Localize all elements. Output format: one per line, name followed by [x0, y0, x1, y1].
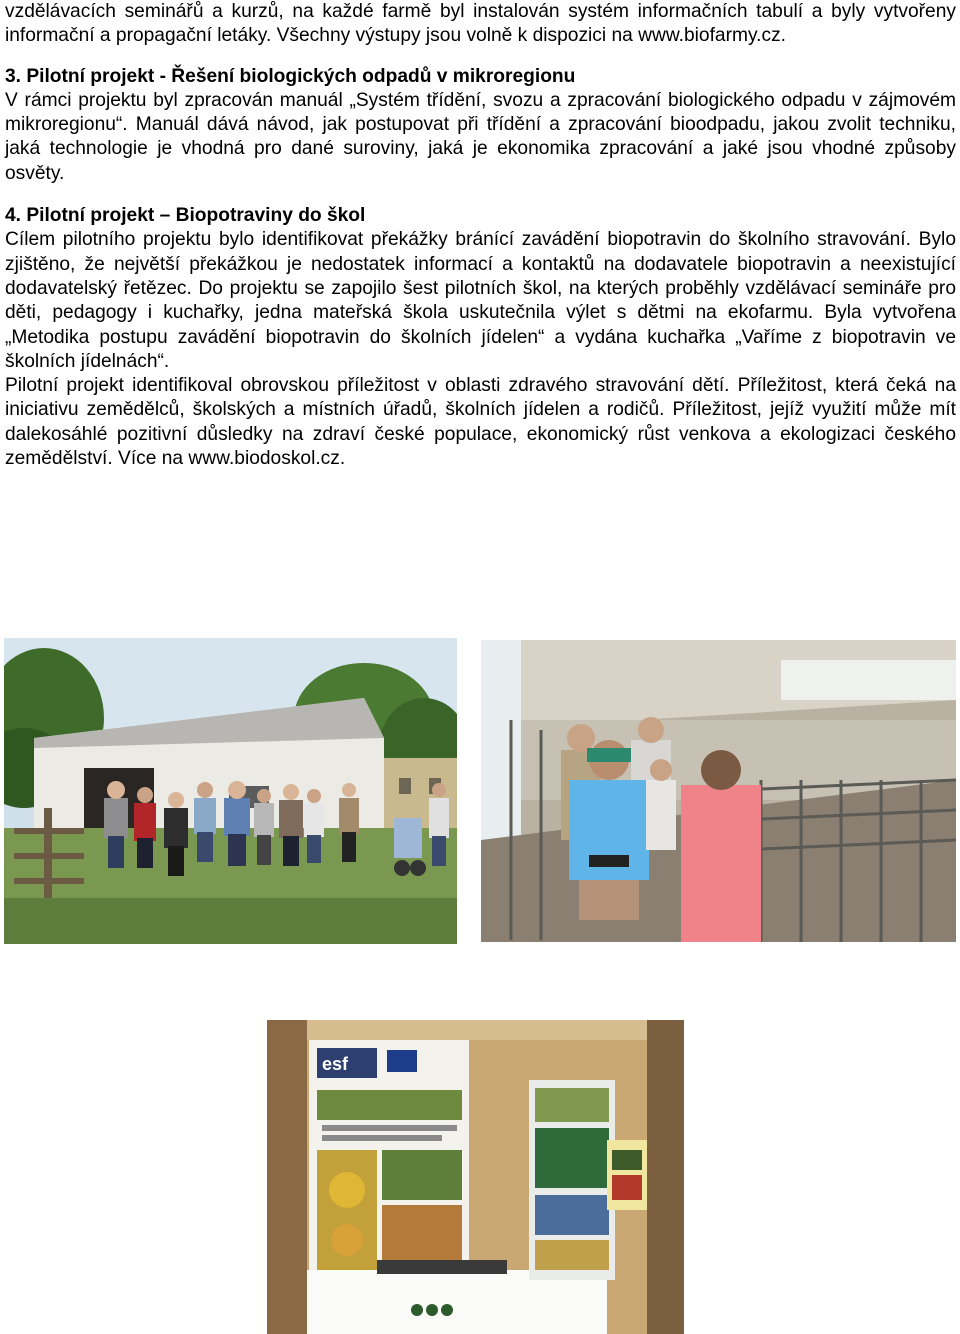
- exhibition-panels-photo: [267, 1020, 684, 1334]
- farmyard-group-photo: [4, 638, 457, 944]
- text-column: [5, 0, 956, 471]
- esf-logo-text: esf: [322, 1054, 349, 1074]
- section-3-heading: 3. Pilotní projekt - Řešení biologických odpadů v mikroregionu: [5, 65, 576, 87]
- barn-visit-photo: [481, 640, 956, 942]
- section-4-paragraph-1: Cílem pilotního projektu bylo identifikovat překážky bránící zavádění biopotravin do školního stravování. Bylo zjištěno, že největší překážkou je nedostatek informací a kontaktů na dodavatele biopotravin a neexistující dodavatelský řetězec. Do projektu se zapojilo šest pilotních škol, na kterých proběhly vzdělávací semináře pro děti, pedagogy i kuchařky, jedna mateřská škola uskutečnila výlet s dětmi na ekofarmu. Byla vytvořena „Metodika postupu zavádění biopotravin do školních jídelen“ a vydána kuchařka „Vaříme z biopotravin ve školních jídelnách“.: [5, 229, 956, 372]
- section-3-paragraph: V rámci projektu byl zpracován manuál „Systém třídění, svozu a zpracování biologického odpadu v zájmovém mikroregionu“. Manuál dává návod, jak postupovat při třídění a zpracování bioodpadu, jakou zvolit techniku, jaká technologie je vhodná pro dané suroviny, jaká je ekonomika zpracování a jaké jsou vhodné způsoby osvěty.: [5, 89, 956, 184]
- section-4-heading: 4. Pilotní projekt – Biopotraviny do škol: [5, 205, 366, 227]
- intro-paragraph: vzdělávacích seminářů a kurzů, na každé farmě byl instalován systém informačních tabulí a byly vytvořeny informační a propagační letáky. Všechny výstupy jsou volně k dispozici na www.biofarmy.cz.: [5, 1, 956, 47]
- section-4-paragraph-2: Pilotní projekt identifikoval obrovskou příležitost v oblasti zdravého stravování dětí. Příležitost, která čeká na iniciativu zemědělců, školských a místních úřadů, školních jídelen a rodičů. Příležitost, jejíž využití může mít dalekosáhlé pozitivní důsledky na zdraví české populace, ekonomický růst venkova a ekologizaci českého zemědělství. Více na www.biodoskol.cz.: [5, 375, 956, 470]
